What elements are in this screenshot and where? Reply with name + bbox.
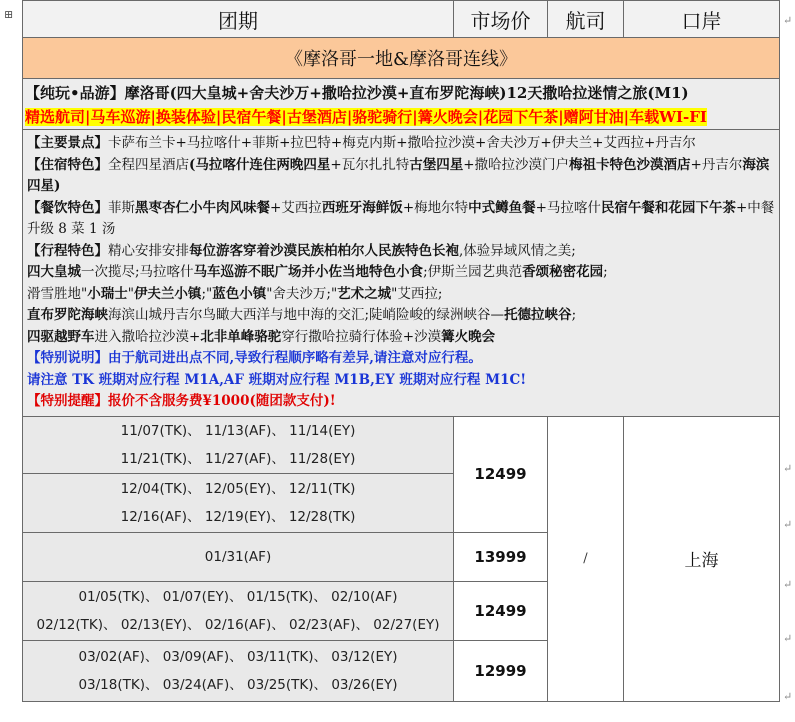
date-cell: 11/07(TK)、 11/13(AF)、 11/14(EY) 11/21(TK)、 11/27(AF)、 11/28(EY) <box>23 416 454 473</box>
header-dates: 团期 <box>23 1 454 38</box>
product-title: 【纯玩•品游】摩洛哥(四大皇城+舍夫沙万+撒哈拉沙漠+直布罗陀海峡)12天撒哈拉迷情之旅(M1) <box>25 84 689 102</box>
date-row-1 <box>23 416 780 473</box>
end-of-row-mark: ↵ <box>783 462 793 475</box>
date-cell: 03/02(AF)、 03/09(AF)、 03/11(TK)、 03/12(EY) 03/18(TK)、 03/24(AF)、 03/25(TK)、 03/26(EY) <box>23 640 454 701</box>
header-port: 口岸 <box>624 1 780 38</box>
price-cell: 12499 <box>454 416 548 532</box>
food-line: 【餐饮特色】菲斯黑枣杏仁小牛肉风味餐+艾西拉西班牙海鲜饭+梅地尔特中式鳟鱼餐+马拉喀什民宿午餐和花园下午茶+中餐升级 8 菜 1 汤 <box>27 199 775 237</box>
date-cell: 01/31(AF) <box>23 532 454 581</box>
price-cell: 13999 <box>454 532 548 581</box>
feature-list: 精选航司|马车巡游|换装体验|民宿午餐|古堡酒店|骆驼骑行|篝火晚会|花园下午茶|赠阿甘油|车载WI-FI <box>25 108 707 126</box>
trip-line-2: 四大皇城一次揽尽;马拉喀什马车巡游不眠广场并小佐当地特色小食;伊斯兰园艺典范香颂秘密花园; <box>27 264 608 280</box>
table-move-handle[interactable]: ⊞ <box>4 8 14 21</box>
trip-line-5: 四驱越野车进入撒哈拉沙漠+北非单峰骆驼穿行撒哈拉骑行体验+沙漠篝火晚会 <box>27 328 496 345</box>
end-of-row-mark: ↵ <box>783 14 793 27</box>
product-features <box>25 105 777 129</box>
spots-line: 【主要景点】卡萨布兰卡+马拉喀什+菲斯+拉巴特+梅克内斯+撒哈拉沙漠+舍夫沙万+伊夫兰+艾西拉+丹吉尔 <box>27 135 696 151</box>
date-cell: 12/04(TK)、 12/05(EY)、 12/11(TK) 12/16(AF)、 12/19(EY)、 12/28(TK) <box>23 473 454 532</box>
hotel-line: 【住宿特色】全程四星酒店(马拉喀什连住两晚四星+瓦尔扎扎特古堡四星+撒哈拉沙漠门户梅祖卡特色沙漠酒店+丹吉尔海滨四星) <box>27 156 770 194</box>
banner-row <box>23 38 780 79</box>
note-line-2: 请注意 TK 班期对应行程 M1A,AF 班期对应行程 M1B,EY 班期对应行程 M1C! <box>27 371 527 388</box>
end-of-row-mark: ↵ <box>783 578 793 591</box>
trip-line-4: 直布罗陀海峡海滨山城丹吉尔鸟瞰大西洋与地中海的交汇;陡峭险峻的绿洲峡谷—托德拉峡谷; <box>27 307 577 323</box>
detail-row <box>23 130 780 417</box>
port-cell: 上海 <box>624 416 780 701</box>
table-header-row <box>23 1 780 38</box>
detail-cell <box>23 130 780 417</box>
product-cell <box>23 79 780 130</box>
end-of-row-mark: ↵ <box>783 632 793 645</box>
product-row <box>23 79 780 130</box>
header-price: 市场价 <box>454 1 548 38</box>
end-of-row-mark: ↵ <box>783 690 793 703</box>
itinerary-table <box>22 0 779 702</box>
airline-cell: / <box>548 416 624 701</box>
trip-line-3: 滑雪胜地"小瑞士"伊夫兰小镇;"蓝色小镇"舍夫沙万;"艺术之城"艾西拉; <box>27 285 443 302</box>
end-of-row-mark: ↵ <box>783 518 793 531</box>
banner-title: 《摩洛哥一地&摩洛哥连线》 <box>23 38 780 79</box>
date-cell: 01/05(TK)、 01/07(EY)、 01/15(TK)、 02/10(AF) 02/12(TK)、 02/13(EY)、 02/16(AF)、 02/23(AF)、 02/27(EY) <box>23 581 454 640</box>
note-line-3: 【特别提醒】报价不含服务费¥1000(随团款支付)! <box>27 393 336 409</box>
trip-line-1: 【行程特色】精心安排安排每位游客穿着沙漠民族柏柏尔人民族特色长袍,体验异域风情之美; <box>27 242 576 259</box>
price-cell: 12999 <box>454 640 548 701</box>
header-airline: 航司 <box>548 1 624 38</box>
price-cell: 12499 <box>454 581 548 640</box>
note-line-1: 【特别说明】由于航司进出点不同,导致行程顺序略有差异,请注意对应行程。 <box>27 350 482 366</box>
